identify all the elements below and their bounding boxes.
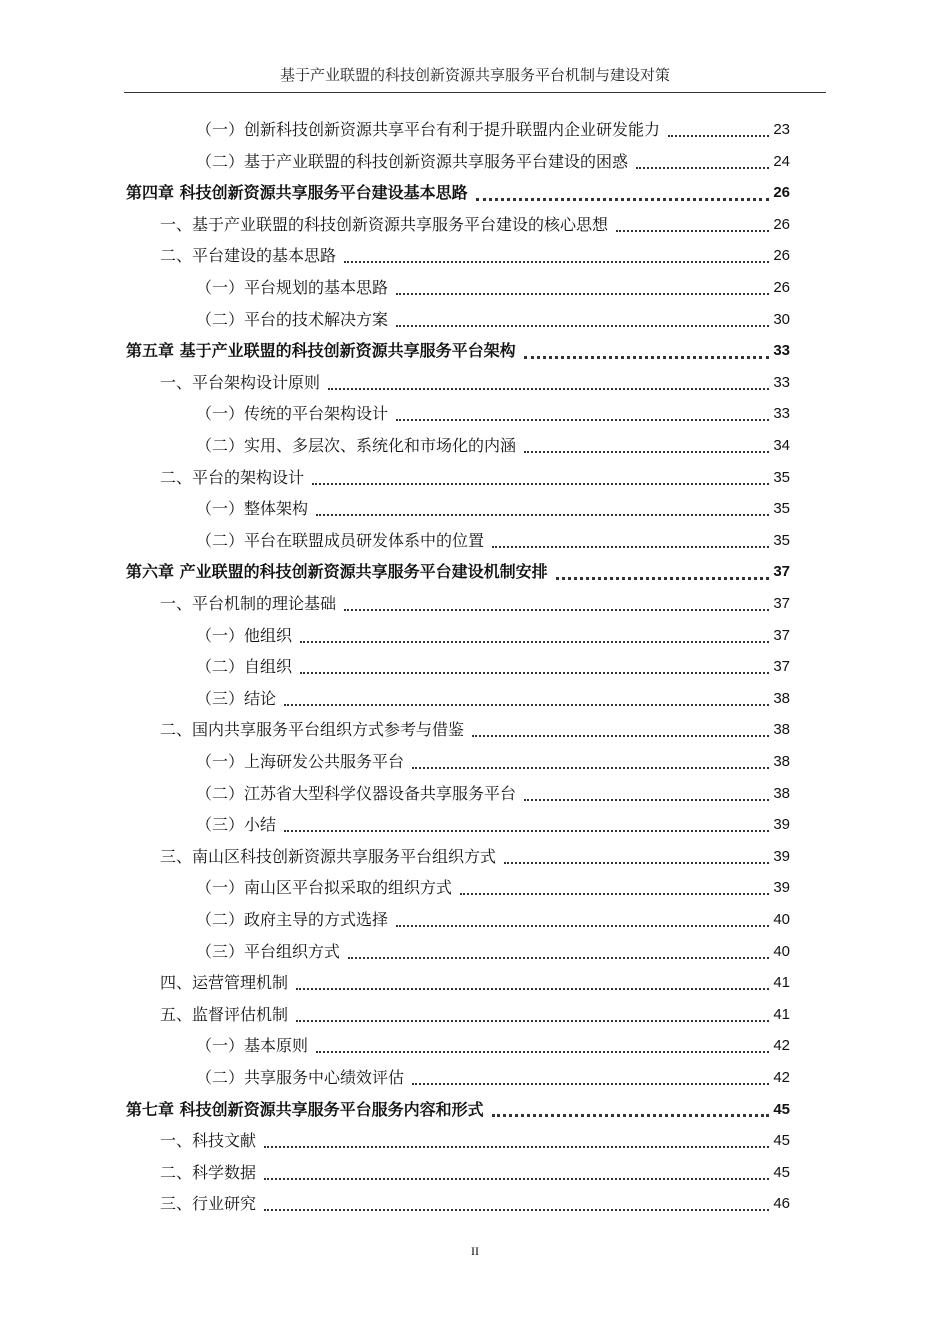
- toc-chapter-entry[interactable]: [126, 1094, 790, 1126]
- toc-dot-leader: [348, 957, 769, 959]
- toc-entry-label: （一）他组织: [196, 625, 293, 645]
- toc-entry-page-number: 39: [773, 847, 790, 865]
- toc-entry-page-number: 39: [773, 879, 790, 897]
- toc-entry-label: （二）自组织: [196, 657, 293, 677]
- toc-entry-label: （一）传统的平台架构设计: [196, 404, 389, 424]
- toc-entry-label: 二、平台建设的基本思路: [160, 246, 337, 266]
- toc-entry-page-number: 33: [773, 373, 790, 391]
- toc-entry-page-number: 38: [773, 721, 790, 739]
- toc-entry-page-number: 41: [773, 1005, 790, 1023]
- toc-dot-leader: [412, 767, 769, 769]
- toc-entry-label: （三）小结: [196, 815, 277, 835]
- toc-entry-page-number: 26: [773, 279, 790, 296]
- toc-subsection-entry[interactable]: [196, 146, 790, 178]
- toc-entry-label: （二）实用、多层次、系统化和市场化的内涵: [196, 436, 517, 455]
- toc-dot-leader: [312, 483, 769, 485]
- toc-section-entry[interactable]: [160, 1125, 790, 1157]
- toc-entry-label: 三、南山区科技创新资源共享服务平台组织方式: [160, 846, 497, 866]
- toc-dot-leader: [524, 799, 769, 801]
- toc-section-entry[interactable]: [160, 240, 790, 272]
- toc-entry-label: 一、平台架构设计原则: [160, 372, 321, 392]
- toc-entry-page-number: 37: [773, 563, 790, 581]
- toc-subsection-entry[interactable]: [196, 809, 790, 841]
- toc-entry-page-number: 26: [773, 247, 790, 265]
- toc-dot-leader: [636, 167, 769, 169]
- toc-dot-leader: [300, 641, 769, 643]
- toc-entry-page-number: 26: [773, 215, 790, 233]
- toc-entry-label: 一、平台机制的理论基础: [160, 594, 337, 613]
- page-number: II: [471, 1244, 479, 1258]
- toc-dot-leader: [460, 893, 769, 895]
- toc-entry-page-number: 34: [773, 437, 790, 454]
- toc-chapter-entry[interactable]: [126, 335, 790, 367]
- toc-entry-label: （二）政府主导的方式选择: [196, 910, 389, 929]
- toc-entry-label: （一）创新科技创新资源共享平台有利于提升联盟内企业研发能力: [196, 120, 661, 139]
- toc-dot-leader: [492, 546, 769, 548]
- toc-entry-label: 第四章 科技创新资源共享服务平台建设基本思路: [126, 183, 468, 203]
- toc-entry-page-number: 39: [773, 816, 790, 834]
- toc-dot-leader: [616, 230, 769, 232]
- toc-entry-page-number: 38: [773, 784, 790, 802]
- toc-subsection-entry[interactable]: [196, 778, 790, 810]
- toc-entry-page-number: 30: [773, 310, 790, 328]
- toc-entry-label: （一）平台规划的基本思路: [196, 278, 389, 297]
- toc-dot-leader: [472, 735, 769, 737]
- toc-subsection-entry[interactable]: [196, 525, 790, 557]
- toc-dot-leader: [264, 1178, 769, 1180]
- toc-dot-leader: [668, 135, 769, 137]
- toc-entry-page-number: 33: [773, 405, 790, 423]
- toc-entry-label: （二）平台在联盟成员研发体系中的位置: [196, 530, 485, 550]
- toc-dot-leader: [396, 293, 769, 295]
- toc-section-entry[interactable]: [160, 841, 790, 873]
- toc-entry-page-number: 33: [773, 342, 790, 360]
- toc-section-entry[interactable]: [160, 588, 790, 620]
- toc-subsection-entry[interactable]: [196, 1030, 790, 1062]
- toc-subsection-entry[interactable]: [196, 493, 790, 525]
- toc-entry-page-number: 24: [773, 152, 790, 170]
- toc-entry-page-number: 38: [773, 753, 790, 770]
- toc-dot-leader: [328, 388, 769, 390]
- toc-chapter-entry[interactable]: [126, 177, 790, 209]
- toc-dot-leader: [524, 451, 769, 453]
- toc-entry-label: 第五章 基于产业联盟的科技创新资源共享服务平台架构: [126, 341, 516, 361]
- toc-section-entry[interactable]: [160, 714, 790, 746]
- toc-entry-page-number: 45: [773, 1163, 790, 1181]
- toc-entry-label: 二、国内共享服务平台组织方式参考与借鉴: [160, 720, 465, 740]
- toc-entry-label: 五、监督评估机制: [160, 1004, 289, 1024]
- toc-entry-label: 二、科学数据: [160, 1162, 257, 1182]
- toc-dot-leader: [396, 419, 769, 421]
- toc-entry-page-number: 38: [773, 689, 790, 707]
- toc-chapter-entry[interactable]: [126, 556, 790, 588]
- toc-dot-leader: [396, 325, 769, 327]
- toc-dot-leader: [300, 672, 769, 674]
- toc-entry-label: （一）基本原则: [196, 1036, 309, 1056]
- toc-entry-label: （一）整体架构: [196, 499, 309, 519]
- toc-entry-label: （一）南山区平台拟采取的组织方式: [196, 878, 453, 898]
- toc-entry-page-number: 40: [773, 911, 790, 928]
- toc-dot-leader: [344, 609, 769, 611]
- toc-entry-label: 第七章 科技创新资源共享服务平台服务内容和形式: [126, 1099, 484, 1119]
- toc-entry-label: （三）平台组织方式: [196, 941, 341, 961]
- toc-entry-page-number: 40: [773, 942, 790, 960]
- toc-section-entry[interactable]: [160, 209, 790, 241]
- toc-dot-leader: [396, 925, 769, 927]
- toc-entry-label: （二）共享服务中心绩效评估: [196, 1068, 405, 1087]
- toc-subsection-entry[interactable]: [196, 1062, 790, 1094]
- toc-dot-leader: [492, 1114, 770, 1117]
- toc-entry-label: 第六章 产业联盟的科技创新资源共享服务平台建设机制安排: [126, 562, 548, 582]
- toc-subsection-entry[interactable]: [196, 651, 790, 683]
- running-header: 基于产业联盟的科技创新资源共享服务平台机制与建设对策: [279, 66, 670, 84]
- toc-section-entry[interactable]: [160, 1188, 790, 1220]
- toc-dot-leader: [296, 988, 769, 990]
- toc-dot-leader: [344, 261, 769, 263]
- toc-subsection-entry[interactable]: [196, 872, 790, 904]
- toc-entry-page-number: 46: [773, 1195, 790, 1213]
- toc-entry-page-number: 45: [773, 1100, 790, 1118]
- toc-dot-leader: [284, 704, 769, 706]
- toc-dot-leader: [556, 577, 770, 580]
- toc-entry-page-number: 37: [773, 658, 790, 676]
- toc-entry-page-number: 41: [773, 974, 790, 992]
- toc-entry-page-number: 35: [773, 531, 790, 549]
- toc-entry-label: （二）江苏省大型科学仪器设备共享服务平台: [196, 783, 517, 803]
- toc-subsection-entry[interactable]: [196, 904, 790, 936]
- toc-dot-leader: [296, 1020, 769, 1022]
- toc-dot-leader: [524, 356, 770, 359]
- toc-subsection-entry[interactable]: [196, 746, 790, 778]
- toc-subsection-entry[interactable]: [196, 683, 790, 715]
- toc-entry-label: 四、运营管理机制: [160, 973, 289, 993]
- toc-section-entry[interactable]: [160, 1157, 790, 1189]
- toc-entry-page-number: 37: [773, 626, 790, 644]
- toc-subsection-entry[interactable]: [196, 272, 790, 304]
- toc-dot-leader: [504, 862, 769, 864]
- toc-dot-leader: [316, 514, 769, 516]
- toc-section-entry[interactable]: [160, 367, 790, 399]
- header-rule: [124, 92, 826, 93]
- toc-subsection-entry[interactable]: [196, 398, 790, 430]
- toc-entry-page-number: 26: [773, 184, 790, 202]
- toc-section-entry[interactable]: [160, 462, 790, 494]
- toc-entry-label: 三、行业研究: [160, 1194, 257, 1214]
- toc-entry-page-number: 35: [773, 500, 790, 518]
- toc-section-entry[interactable]: [160, 999, 790, 1031]
- toc-entry-page-number: 45: [773, 1132, 790, 1150]
- toc-dot-leader: [284, 830, 769, 832]
- toc-entry-label: 一、基于产业联盟的科技创新资源共享服务平台建设的核心思想: [160, 214, 609, 234]
- toc-entry-page-number: 42: [773, 1069, 790, 1086]
- toc-subsection-entry[interactable]: [196, 620, 790, 652]
- toc-entry-page-number: 42: [773, 1037, 790, 1055]
- toc-subsection-entry[interactable]: [196, 114, 790, 146]
- toc-subsection-entry[interactable]: [196, 936, 790, 968]
- toc-subsection-entry[interactable]: [196, 304, 790, 336]
- toc-entry-page-number: 35: [773, 468, 790, 486]
- toc-dot-leader: [264, 1209, 769, 1211]
- toc-dot-leader: [316, 1051, 769, 1053]
- toc-dot-leader: [476, 198, 770, 201]
- toc-entry-label: 一、科技文献: [160, 1131, 257, 1151]
- toc-section-entry[interactable]: [160, 967, 790, 999]
- toc-subsection-entry[interactable]: [196, 430, 790, 462]
- toc-entry-label: （二）平台的技术解决方案: [196, 309, 389, 329]
- toc-entry-page-number: 23: [773, 121, 790, 138]
- toc-entry-label: （一）上海研发公共服务平台: [196, 752, 405, 771]
- toc-entry-label: （二）基于产业联盟的科技创新资源共享服务平台建设的困惑: [196, 151, 629, 171]
- toc-entry-label: （三）结论: [196, 688, 277, 708]
- toc-dot-leader: [412, 1083, 769, 1085]
- toc-entry-label: 二、平台的架构设计: [160, 467, 305, 487]
- toc-dot-leader: [264, 1146, 769, 1148]
- toc-entry-page-number: 37: [773, 595, 790, 612]
